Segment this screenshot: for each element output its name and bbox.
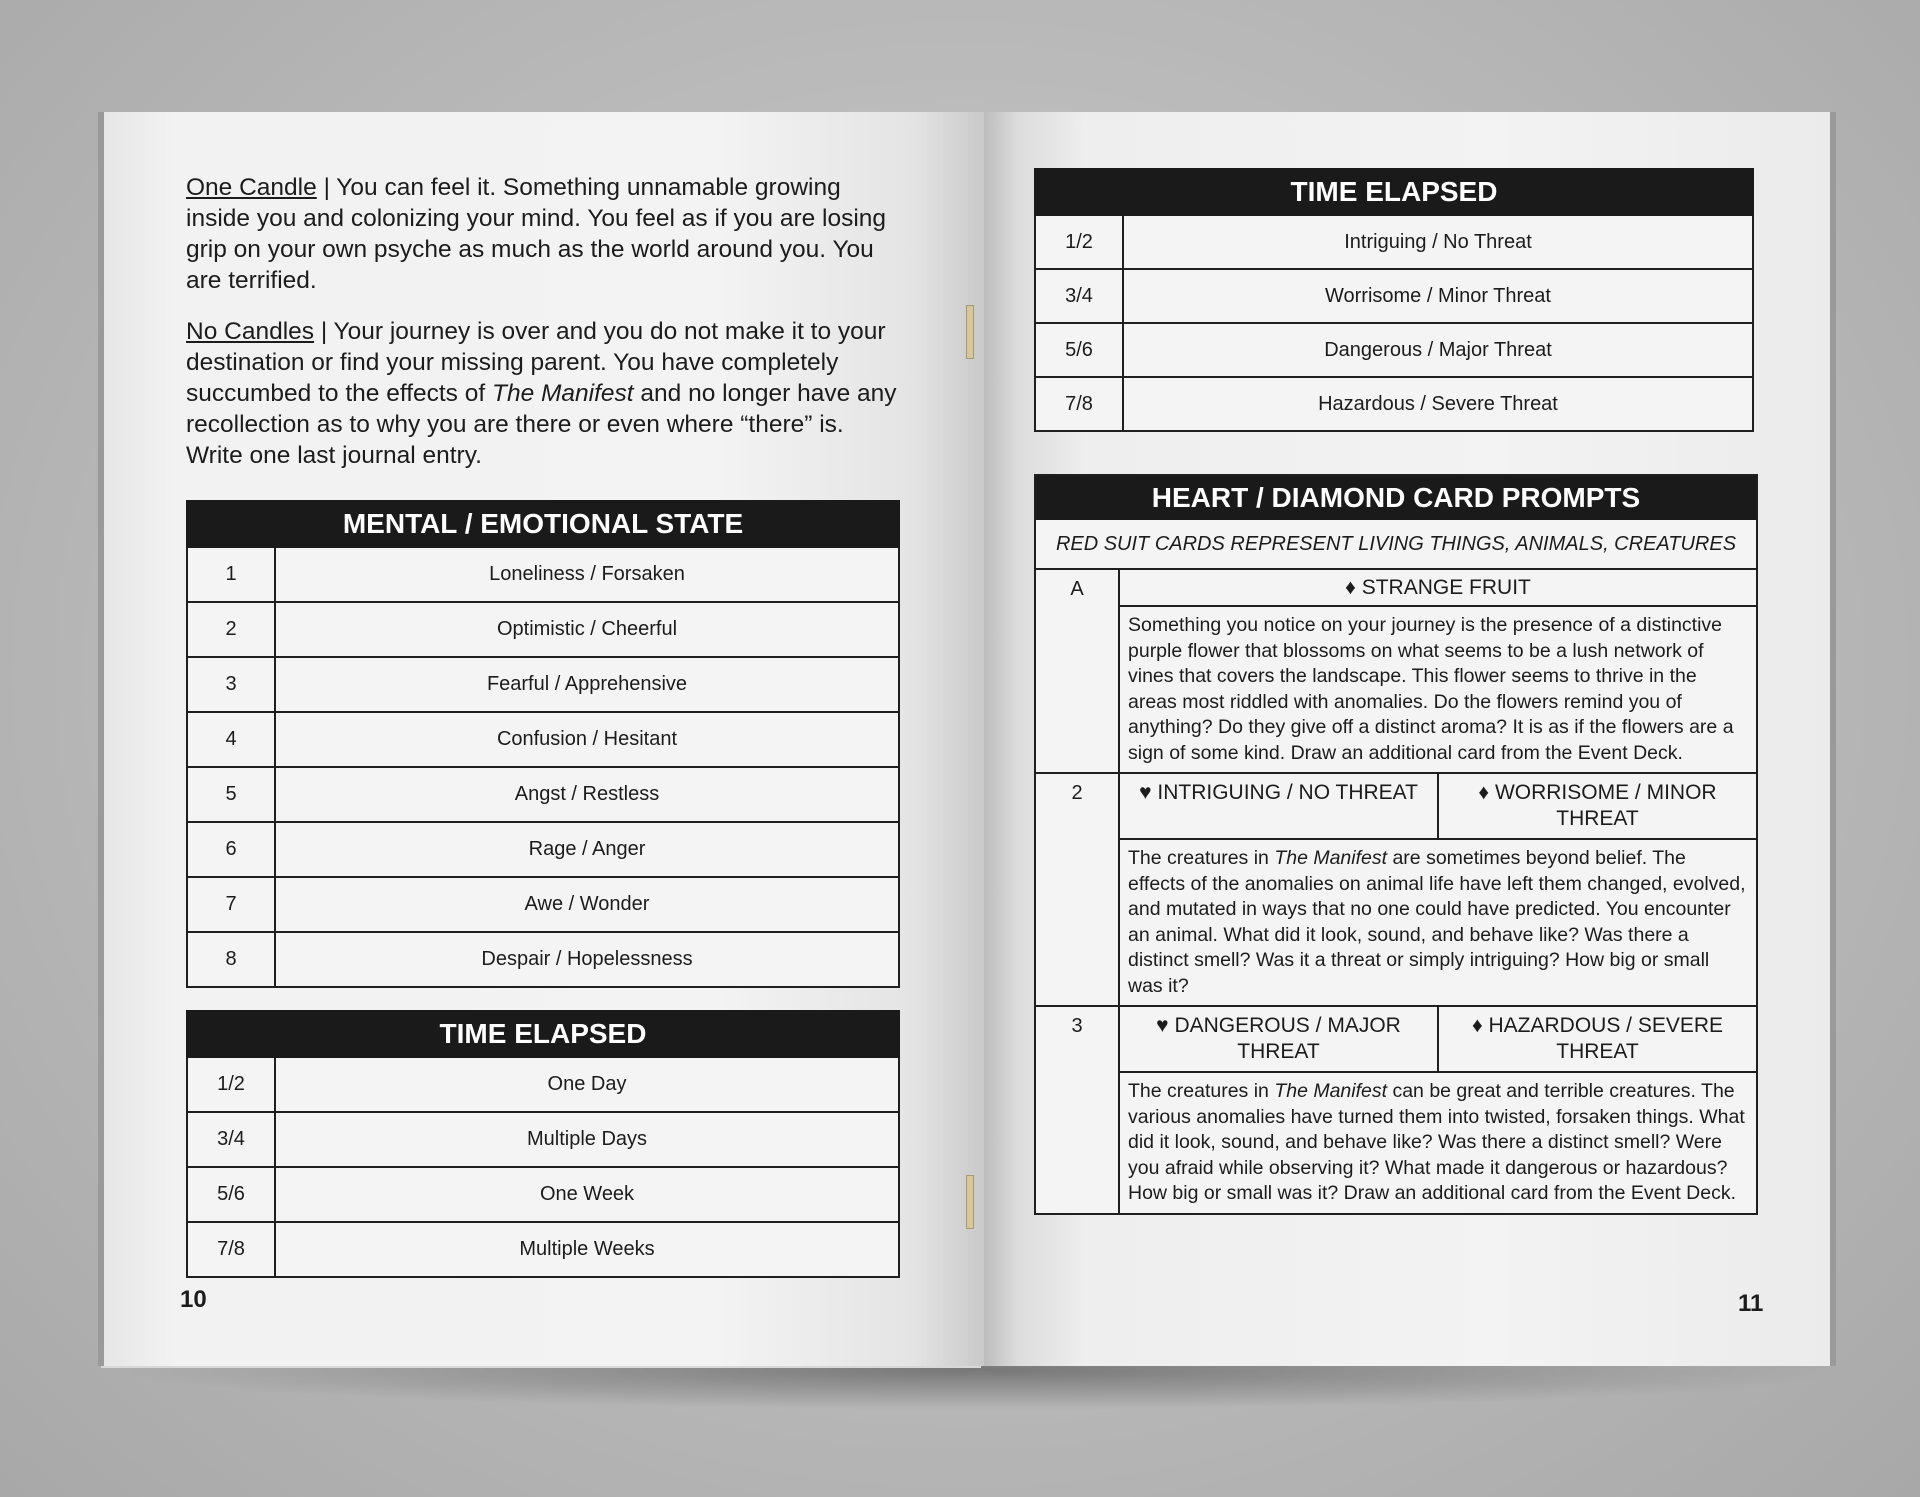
prompt-heart-title: ♥ INTRIGUING / NO THREAT	[1120, 774, 1439, 838]
one-candle-heading: One Candle	[186, 174, 317, 201]
mental-state-table-title: MENTAL / EMOTIONAL STATE	[187, 501, 899, 547]
row-value: Confusion / Hesitant	[275, 712, 899, 767]
row-number: 3/4	[187, 1112, 275, 1167]
prompt-text	[1120, 840, 1756, 1005]
prompt-diamond-title: ♦ WORRISOME / MINOR THREAT	[1478, 781, 1717, 830]
no-candles-paragraph	[186, 316, 906, 471]
table-row	[1035, 269, 1753, 323]
row-value: Hazardous / Severe Threat	[1123, 377, 1753, 431]
row-number: 1/2	[187, 1057, 275, 1112]
row-value: Multiple Days	[275, 1112, 899, 1167]
table-row	[187, 877, 899, 932]
page-number-right: 11	[1738, 1290, 1764, 1317]
row-number: 8	[187, 932, 275, 987]
prompt-text-a: The creatures in	[1128, 1080, 1275, 1102]
time-elapsed-table-left	[186, 1010, 900, 1278]
time-elapsed-table-right	[1034, 168, 1754, 432]
prompt-row-2	[1036, 774, 1756, 1007]
row-number: 5/6	[1035, 323, 1123, 377]
prompt-number: 3	[1036, 1007, 1120, 1213]
row-number: 5	[187, 767, 275, 822]
row-value: Rage / Anger	[275, 822, 899, 877]
prompt-diamond-title: ♦ HAZARDOUS / SEVERE THREAT	[1471, 1014, 1724, 1063]
prompt-row-3	[1036, 1007, 1756, 1213]
prompt-text-italic: The Manifest	[1274, 847, 1388, 869]
table-row	[187, 767, 899, 822]
row-number: 3	[187, 657, 275, 712]
prompt-heart-title: ♥ DANGEROUS / MAJOR THREAT	[1120, 1007, 1439, 1071]
row-value: Intriguing / No Threat	[1123, 215, 1753, 269]
one-candle-text: | You can feel it. Something unnamable growing inside you and colonizing your mind. You feel as if you are losing grip on your own psyche as much as the world around you. You are terrified.	[186, 174, 887, 294]
table-row	[187, 822, 899, 877]
row-number: 4	[187, 712, 275, 767]
prompt-text	[1120, 1073, 1756, 1213]
time-elapsed-title-right: TIME ELAPSED	[1035, 169, 1753, 215]
no-candles-text-a: | Your journey is over and you do not make it to your destination or find your missing parent. You have completely succumbed to the effects of	[186, 318, 886, 407]
table-row	[187, 547, 899, 602]
one-candle-paragraph	[186, 172, 906, 296]
row-number: 5/6	[187, 1167, 275, 1222]
row-number: 6	[187, 822, 275, 877]
table-row	[187, 1057, 899, 1112]
no-candles-italic: The Manifest	[491, 380, 634, 407]
row-value: One Week	[275, 1167, 899, 1222]
card-prompts-subtitle: RED SUIT CARDS REPRESENT LIVING THINGS, ANIMALS, CREATURES	[1036, 520, 1756, 570]
table-row	[187, 602, 899, 657]
mental-state-table	[186, 500, 900, 988]
table-row	[1035, 323, 1753, 377]
prompt-number: 2	[1036, 774, 1120, 1005]
prompt-text-a: The creatures in	[1128, 847, 1275, 869]
table-row	[1035, 215, 1753, 269]
right-page	[984, 112, 1830, 1366]
staple-bottom	[966, 1175, 974, 1229]
table-row	[187, 657, 899, 712]
no-candles-text-b: and no longer have any recollection as to why you are there or even where “there” is. Write one last journal entry.	[186, 380, 897, 469]
prompt-row-a	[1036, 570, 1756, 774]
card-prompts-title: HEART / DIAMOND CARD PROMPTS	[1036, 476, 1756, 520]
table-row	[187, 1167, 899, 1222]
no-candles-heading: No Candles	[186, 318, 315, 345]
row-value: Awe / Wonder	[275, 877, 899, 932]
table-row	[187, 1222, 899, 1277]
row-value: Angst / Restless	[275, 767, 899, 822]
time-elapsed-title-left: TIME ELAPSED	[187, 1011, 899, 1057]
row-value: Despair / Hopelessness	[275, 932, 899, 987]
prompt-number: A	[1036, 570, 1120, 772]
prompt-text-b: are sometimes beyond belief. The effects of the anomalies on animal life have left them changed, evolved, and mutated in ways that no one could have predicted. You encounter an animal. What did it look, sound, and behave like? Was there a distinct smell? Was it a threat or simply intriguing? How big or small was it?	[1128, 847, 1746, 997]
row-number: 7	[187, 877, 275, 932]
row-value: Optimistic / Cheerful	[275, 602, 899, 657]
table-row	[1035, 377, 1753, 431]
row-number: 2	[187, 602, 275, 657]
page-number-left: 10	[180, 1286, 207, 1313]
row-value: One Day	[275, 1057, 899, 1112]
row-value: Fearful / Apprehensive	[275, 657, 899, 712]
prompt-text-italic: The Manifest	[1274, 1080, 1388, 1102]
row-value: Worrisome / Minor Threat	[1123, 269, 1753, 323]
card-prompts-table	[1034, 474, 1758, 1215]
row-number: 1	[187, 547, 275, 602]
table-row	[187, 932, 899, 987]
row-value: Multiple Weeks	[275, 1222, 899, 1277]
prompt-title: ♦ STRANGE FRUIT	[1120, 570, 1756, 607]
left-page	[104, 112, 984, 1366]
row-number: 1/2	[1035, 215, 1123, 269]
prompt-text: Something you notice on your journey is the presence of a distinctive purple flower that blossoms on what seems to be a lush network of vines that covers the landscape. This flower seems to thrive in the areas most riddled with anomalies. Do the flowers remind you of anything? Do they give off a distinct aroma? It is as if the flowers are a sign of some kind. Draw an additional card from the Event Deck.	[1128, 614, 1734, 764]
staple-top	[966, 305, 974, 359]
prompt-text-b: can be great and terrible creatures. The various anomalies have turned them into twisted, forsaken things. What did it look, sound, and behave like? Was there a distinct smell? Were you afraid while observing it? What made it dangerous or hazardous? How big or small was it? Draw an additional card from the Event Deck.	[1128, 1080, 1745, 1204]
row-number: 7/8	[187, 1222, 275, 1277]
row-number: 7/8	[1035, 377, 1123, 431]
row-number: 3/4	[1035, 269, 1123, 323]
row-value: Dangerous / Major Threat	[1123, 323, 1753, 377]
table-row	[187, 712, 899, 767]
row-value: Loneliness / Forsaken	[275, 547, 899, 602]
table-row	[187, 1112, 899, 1167]
